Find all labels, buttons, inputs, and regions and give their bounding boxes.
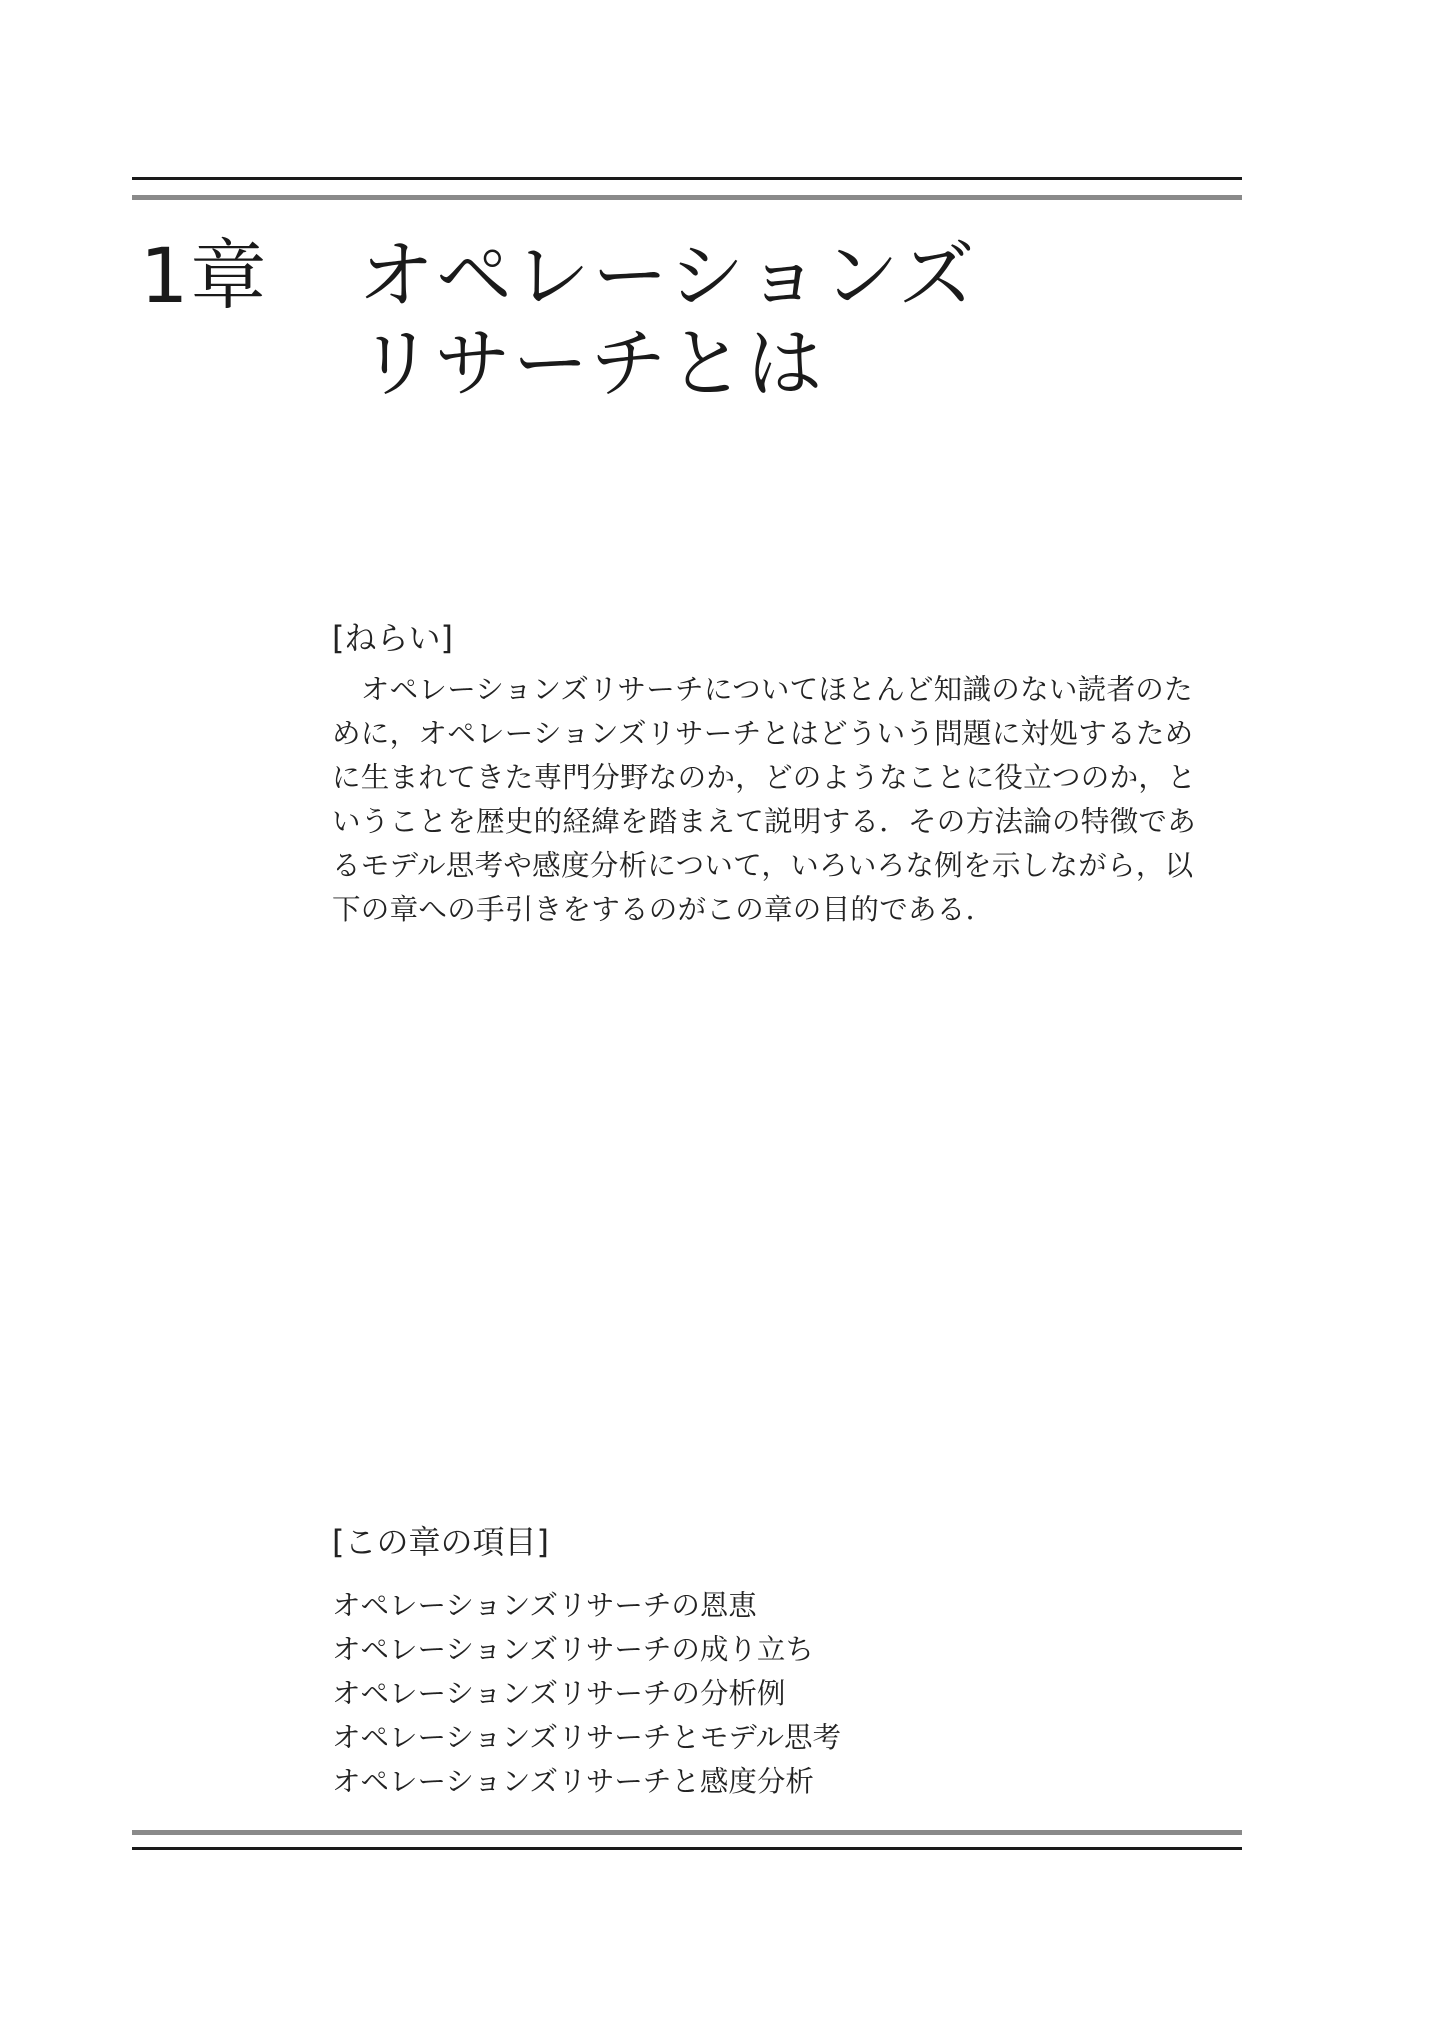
contents-list [332, 1584, 841, 1804]
top-rule-gray [132, 195, 1242, 200]
chapter-title-line-1: オペレーションズ [358, 231, 977, 320]
aim-paragraph [332, 668, 1197, 932]
aim-heading: [ねらい] [332, 619, 453, 657]
bottom-rule-black [132, 1847, 1242, 1850]
top-rule-black [132, 177, 1242, 180]
contents-item: オペレーションズリサーチの分析例 [332, 1677, 786, 1710]
aim-line: るモデル思考や感度分析について，いろいろな例を示しながら，以 [332, 849, 1194, 882]
contents-heading: [この章の項目] [332, 1523, 549, 1561]
chapter-title-line-2: リサーチとは [358, 319, 825, 408]
contents-item: オペレーションズリサーチと感度分析 [332, 1765, 814, 1798]
bottom-rule-gray [132, 1830, 1242, 1835]
chapter-number: 1章 [140, 231, 269, 320]
contents-item: オペレーションズリサーチとモデル思考 [332, 1721, 842, 1754]
aim-line: に生まれてきた専門分野なのか，どのようなことに役立つのか，と [332, 761, 1197, 794]
aim-line: めに，オペレーションズリサーチとはどういう問題に対処するため [332, 717, 1194, 750]
contents-item: オペレーションズリサーチの成り立ち [332, 1633, 814, 1666]
aim-line: いうことを歴史的経緯を踏まえて説明する．その方法論の特徴であ [332, 805, 1197, 838]
contents-item: オペレーションズリサーチの恩恵 [332, 1589, 757, 1622]
aim-line: 下の章への手引きをするのがこの章の目的である． [332, 893, 995, 926]
aim-line: オペレーションズリサーチについてほとんど知識のない読者のた [332, 673, 1193, 706]
